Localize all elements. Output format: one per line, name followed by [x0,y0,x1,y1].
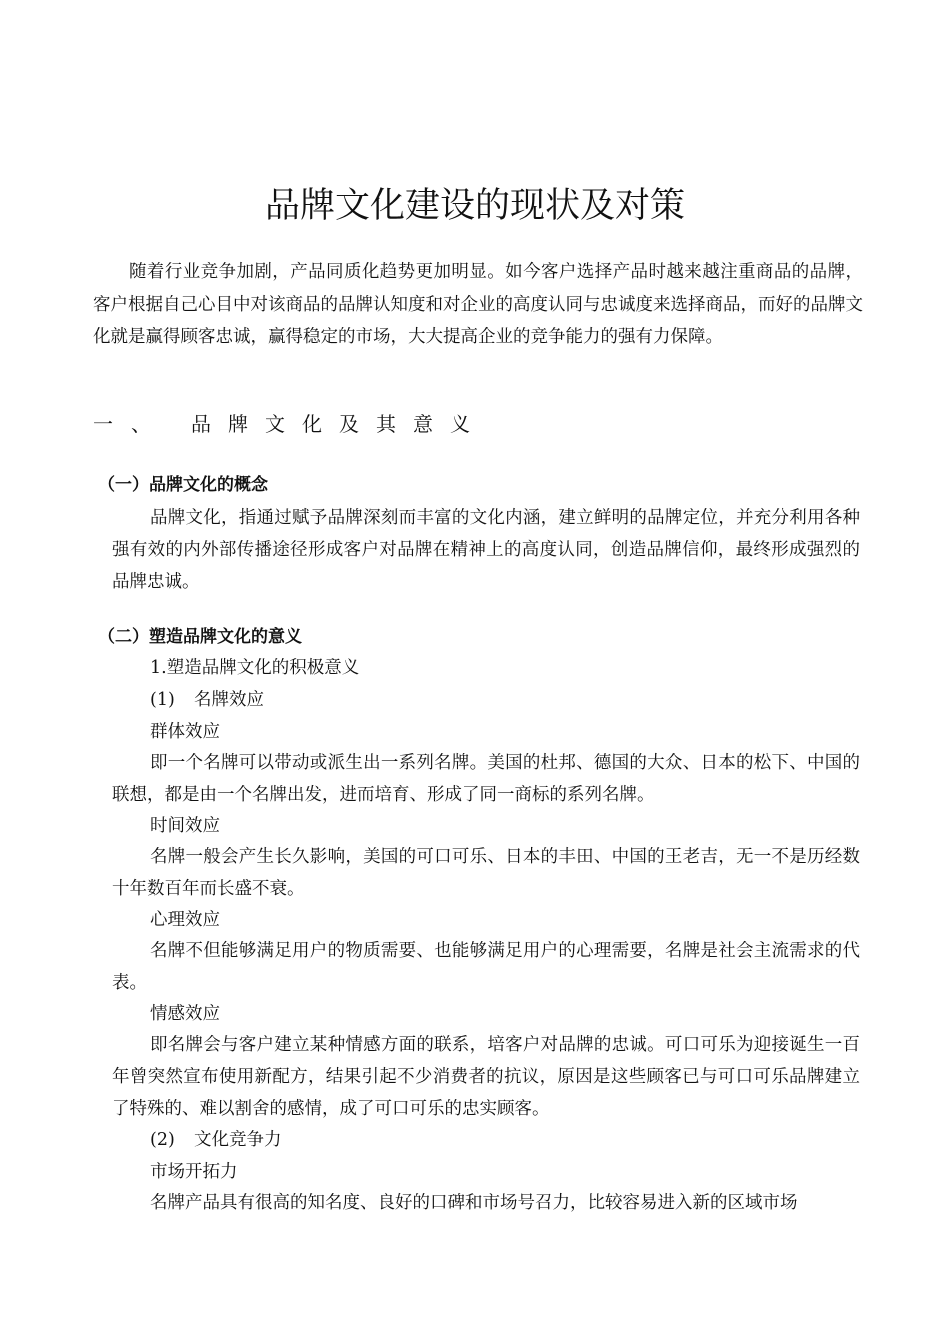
group-effect-title: 群体效应 [150,722,220,742]
list-item-positive-meaning: 1.塑造品牌文化的积极意义 [150,658,360,678]
emotion-effect-paragraph: 即名牌会与客户建立某种情感方面的联系，培客户对品牌的忠诚。可口可乐为迎接诞生一百年曾突然宣布使用新配方，结果引起不少消费者的抗议，原因是这些顾客已与可口可乐品牌建立了特殊的、难以割舍的感情，成了可口可乐的忠实顾客。 [112,1035,860,1119]
market-power-title: 市场开拓力 [150,1162,238,1182]
list-marker: (1) [150,690,175,710]
market-power-paragraph: 名牌产品具有很高的知名度、良好的口碑和市场号召力，比较容易进入新的区域市场 [150,1193,798,1213]
psych-effect-title: 心理效应 [150,910,220,930]
list-item-culture-competitiveness [150,1124,282,1156]
concept-paragraph: 品牌文化，指通过赋予品牌深刻而丰富的文化内涵，建立鲜明的品牌定位，并充分利用各种强有效的内外部传播途径形成客户对品牌在精神上的高度认同，创造品牌信仰，最终形成强烈的品牌忠诚。 [112,508,860,592]
group-effect-paragraph: 即一个名牌可以带动或派生出一系列名牌。美国的杜邦、德国的大众、日本的松下、中国的联想，都是由一个名牌出发，进而培育、形成了同一商标的系列名牌。 [112,753,860,805]
emotion-effect-title: 情感效应 [150,1004,220,1024]
list-item-label: 名牌效应 [194,690,264,710]
time-effect-paragraph: 名牌一般会产生长久影响，美国的可口可乐、日本的丰田、中国的王老吉，无一不是历经数十年数百年而长盛不衰。 [112,847,860,899]
intro-paragraph: 随着行业竞争加剧，产品同质化趋势更加明显。如今客户选择产品时越来越注重商品的品牌，客户根据自己心目中对该商品的品牌认知度和对企业的高度认同与忠诚度来选择商品，而好的品牌文化就是赢得顾客忠诚，赢得稳定的市场，大大提高企业的竞争能力的强有力保障。 [93,262,863,347]
list-item-label: 文化竞争力 [194,1130,282,1150]
section-heading [93,408,487,437]
time-effect-title: 时间效应 [150,816,220,836]
section-number: 一、 [93,412,169,436]
subsection-heading-concept: （一）品牌文化的概念 [98,475,268,495]
page-title: 品牌文化建设的现状及对策 [264,186,685,226]
list-marker: (2) [150,1130,175,1150]
subsection-heading-meaning: （二）塑造品牌文化的意义 [98,627,302,647]
list-item-brand-effect [150,684,264,716]
psych-effect-paragraph: 名牌不但能够满足用户的物质需要、也能够满足用户的心理需要，名牌是社会主流需求的代表。 [112,941,860,993]
section-heading-text: 品牌文化及其意义 [191,412,487,436]
